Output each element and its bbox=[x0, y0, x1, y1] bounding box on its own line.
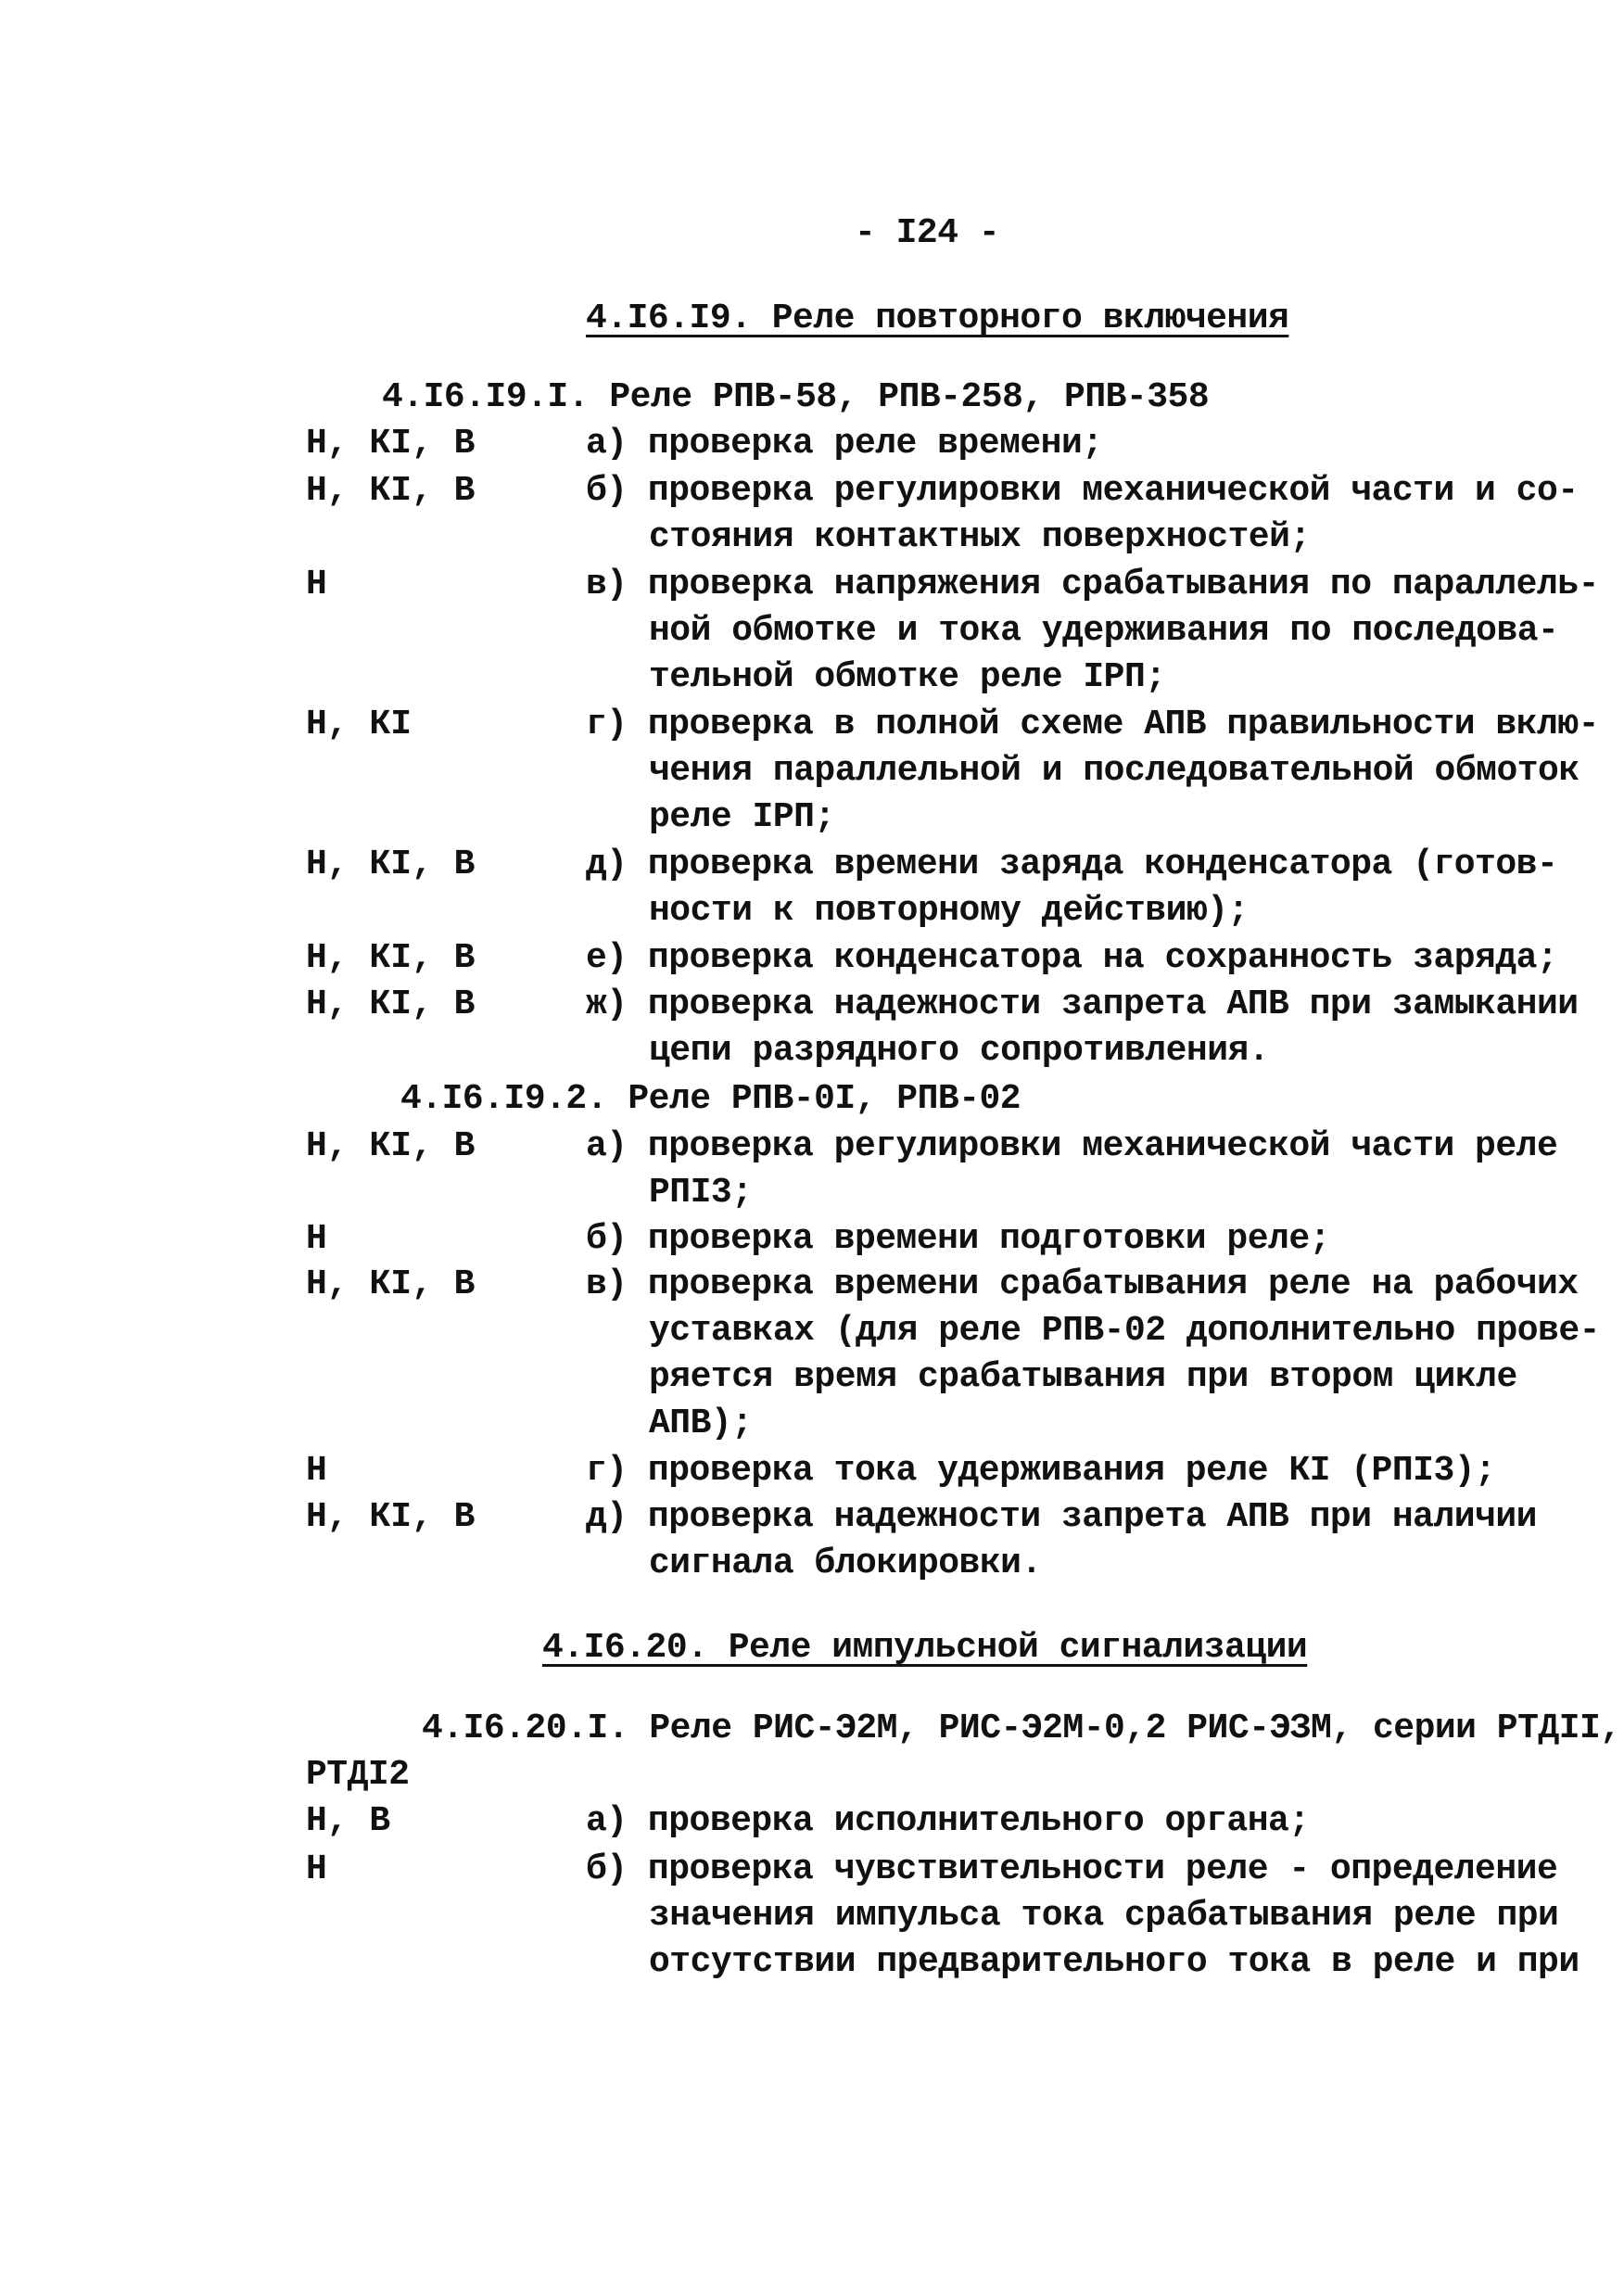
item-line: ности к повторному действию); bbox=[649, 891, 1249, 931]
item-line: б) проверка чувствительности реле - определение bbox=[586, 1849, 1558, 1889]
subsection-19-2-title: 4.I6.I9.2. Реле РПВ-0I, РПВ-02 bbox=[400, 1079, 1021, 1119]
item-line: отсутствии предварительного тока в реле и при bbox=[649, 1942, 1580, 1982]
item-line: чения параллельной и последовательной обмоток bbox=[649, 751, 1580, 791]
item-line: ряется время срабатывания при втором цикле bbox=[649, 1357, 1517, 1397]
item-codes: Н, КI, В bbox=[306, 985, 476, 1024]
item-line: тельной обмотке реле IРП; bbox=[649, 657, 1166, 697]
item-codes: Н, КI, В bbox=[306, 1126, 476, 1166]
item-line: сигнала блокировки. bbox=[649, 1544, 1042, 1583]
item-codes: Н bbox=[306, 1849, 327, 1889]
item-codes: Н, КI, В bbox=[306, 1264, 476, 1304]
item-line: б) проверка времени подготовки реле; bbox=[586, 1219, 1330, 1259]
item-line: уставках (для реле РПВ-02 дополнительно прове- bbox=[649, 1311, 1600, 1351]
item-line: ж) проверка надежности запрета АПВ при замыкании bbox=[586, 985, 1579, 1024]
item-line: в) проверка времени срабатывания реле на рабочих bbox=[586, 1264, 1579, 1304]
section-20-heading: 4.I6.20. Реле импульсной сигнализации bbox=[542, 1628, 1308, 1668]
item-line: в) проверка напряжения срабатывания по параллель- bbox=[586, 565, 1599, 604]
item-codes: Н, КI bbox=[306, 705, 412, 744]
item-codes: Н, КI, В bbox=[306, 1497, 476, 1537]
item-line: д) проверка времени заряда конденсатора (готов- bbox=[586, 845, 1558, 884]
section-19-heading: 4.I6.I9. Реле повторного включения bbox=[586, 299, 1289, 338]
item-line: д) проверка надежности запрета АПВ при наличии bbox=[586, 1497, 1537, 1537]
item-codes: Н, В bbox=[306, 1801, 391, 1841]
item-line: а) проверка исполнительного органа; bbox=[586, 1801, 1310, 1841]
item-line: г) проверка в полной схеме АПВ правильности вклю- bbox=[586, 705, 1599, 744]
item-line: АПВ); bbox=[649, 1404, 753, 1443]
item-codes: Н, КI, В bbox=[306, 471, 476, 511]
page-number: - I24 - bbox=[855, 213, 1000, 253]
item-line: ной обмотке и тока удерживания по последова- bbox=[649, 611, 1559, 651]
subsection-19-1-title: 4.I6.I9.I. Реле РПВ-58, РПВ-258, РПВ-358 bbox=[382, 377, 1210, 417]
item-line: реле IРП; bbox=[649, 797, 835, 837]
item-line: б) проверка регулировки механической части и со- bbox=[586, 471, 1579, 511]
item-line: е) проверка конденсатора на сохранность заряда; bbox=[586, 938, 1558, 978]
item-line: РПI3; bbox=[649, 1173, 753, 1213]
item-line: цепи разрядного сопротивления. bbox=[649, 1031, 1270, 1071]
item-codes: Н bbox=[306, 1451, 327, 1491]
item-codes: Н bbox=[306, 565, 327, 604]
subsection-20-1-title-cont: РТДI2 bbox=[306, 1755, 410, 1795]
item-line: а) проверка регулировки механической части реле bbox=[586, 1126, 1558, 1166]
item-codes: Н bbox=[306, 1219, 327, 1259]
item-line: стояния контактных поверхностей; bbox=[649, 517, 1311, 557]
item-line: г) проверка тока удерживания реле КI (РПI3); bbox=[586, 1451, 1496, 1491]
item-line: значения импульса тока срабатывания реле при bbox=[649, 1896, 1559, 1936]
subsection-20-1-title: 4.I6.20.I. Реле РИС-Э2М, РИС-Э2М-0,2 РИС-ЭЗМ, серии РТДII, bbox=[422, 1709, 1621, 1748]
item-codes: Н, КI, В bbox=[306, 938, 476, 978]
item-codes: Н, КI, В bbox=[306, 424, 476, 464]
item-codes: Н, КI, В bbox=[306, 845, 476, 884]
item-line: а) проверка реле времени; bbox=[586, 424, 1103, 464]
